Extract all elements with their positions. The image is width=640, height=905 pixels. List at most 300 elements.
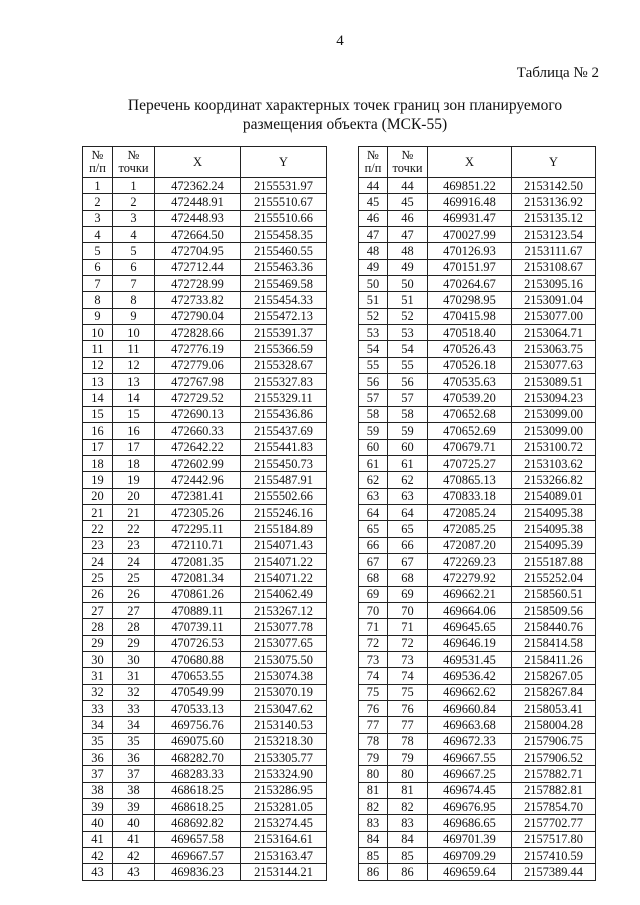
point-number-cell: 27 (113, 602, 155, 618)
x-coordinate-cell: 469709.29 (428, 848, 512, 864)
x-coordinate-cell: 469662.21 (428, 586, 512, 602)
x-coordinate-cell: 472081.35 (155, 553, 241, 569)
table-row (359, 701, 596, 717)
y-coordinate-cell: 2153164.61 (241, 831, 327, 847)
y-coordinate-cell: 2158509.56 (512, 602, 596, 618)
point-number-cell: 1 (113, 178, 155, 194)
row-number-cell: 47 (359, 227, 388, 243)
table-row (359, 602, 596, 618)
table-row (83, 390, 327, 406)
y-coordinate-cell: 2155252.04 (512, 570, 596, 586)
x-coordinate-cell: 470679.71 (428, 439, 512, 455)
point-number-cell: 12 (113, 357, 155, 373)
row-number-cell: 36 (83, 750, 113, 766)
row-number-cell: 6 (83, 259, 113, 275)
header-num-line1: № (367, 148, 379, 162)
table-row (359, 766, 596, 782)
point-number-cell: 18 (113, 455, 155, 471)
x-coordinate-cell: 472442.96 (155, 472, 241, 488)
point-number-cell: 78 (388, 733, 428, 749)
point-number-cell: 71 (388, 619, 428, 635)
point-number-cell: 17 (113, 439, 155, 455)
table-row (83, 733, 327, 749)
row-number-cell: 30 (83, 651, 113, 667)
table-row (83, 504, 327, 520)
point-number-cell: 28 (113, 619, 155, 635)
row-number-cell: 52 (359, 308, 388, 324)
y-coordinate-cell: 2155187.88 (512, 553, 596, 569)
row-number-cell: 9 (83, 308, 113, 324)
y-coordinate-cell: 2153077.00 (512, 308, 596, 324)
row-number-cell: 65 (359, 521, 388, 537)
table-row (83, 178, 327, 194)
x-coordinate-cell: 472664.50 (155, 227, 241, 243)
row-number-cell: 54 (359, 341, 388, 357)
row-number-cell: 79 (359, 750, 388, 766)
row-number-cell: 4 (83, 227, 113, 243)
table-row (359, 488, 596, 504)
row-number-cell: 74 (359, 668, 388, 684)
table-row (83, 243, 327, 259)
table-row (83, 406, 327, 422)
x-coordinate-cell: 472728.99 (155, 276, 241, 292)
y-coordinate-cell: 2153163.47 (241, 848, 327, 864)
point-number-cell: 70 (388, 602, 428, 618)
point-number-cell: 37 (113, 766, 155, 782)
y-coordinate-cell: 2155450.73 (241, 455, 327, 471)
row-number-cell: 68 (359, 570, 388, 586)
table-row (359, 733, 596, 749)
table-row (359, 651, 596, 667)
x-coordinate-cell: 469836.23 (155, 864, 241, 880)
x-coordinate-cell: 472712.44 (155, 259, 241, 275)
row-number-cell: 45 (359, 194, 388, 210)
header-x: X (428, 147, 512, 178)
x-coordinate-cell: 472776.19 (155, 341, 241, 357)
point-number-cell: 22 (113, 521, 155, 537)
table-row (83, 341, 327, 357)
y-coordinate-cell: 2153074.38 (241, 668, 327, 684)
x-coordinate-cell: 472790.04 (155, 308, 241, 324)
y-coordinate-cell: 2155510.66 (241, 210, 327, 226)
row-number-cell: 27 (83, 602, 113, 618)
x-coordinate-cell: 468692.82 (155, 815, 241, 831)
point-number-cell: 73 (388, 651, 428, 667)
x-coordinate-cell: 472690.13 (155, 406, 241, 422)
row-number-cell: 58 (359, 406, 388, 422)
point-number-cell: 40 (113, 815, 155, 831)
table-row (359, 619, 596, 635)
x-coordinate-cell: 470533.13 (155, 701, 241, 717)
header-point-line1: № (127, 148, 140, 162)
x-coordinate-cell: 468618.25 (155, 799, 241, 815)
y-coordinate-cell: 2157702.77 (512, 815, 596, 831)
y-coordinate-cell: 2157882.71 (512, 766, 596, 782)
point-number-cell: 65 (388, 521, 428, 537)
y-coordinate-cell: 2153135.12 (512, 210, 596, 226)
row-number-cell: 38 (83, 782, 113, 798)
table-row (83, 325, 327, 341)
x-coordinate-cell: 470535.63 (428, 374, 512, 390)
row-number-cell: 49 (359, 259, 388, 275)
point-number-cell: 41 (113, 831, 155, 847)
y-coordinate-cell: 2155460.55 (241, 243, 327, 259)
table-row (83, 717, 327, 733)
x-coordinate-cell: 472279.92 (428, 570, 512, 586)
x-coordinate-cell: 469667.55 (428, 750, 512, 766)
row-number-cell: 8 (83, 292, 113, 308)
x-coordinate-cell: 470298.95 (428, 292, 512, 308)
point-number-cell: 25 (113, 570, 155, 586)
table-row (359, 521, 596, 537)
table-row (83, 194, 327, 210)
x-coordinate-cell: 470526.18 (428, 357, 512, 373)
header-num-line2: п/п (364, 161, 382, 175)
point-number-cell: 86 (388, 864, 428, 880)
row-number-cell: 40 (83, 815, 113, 831)
point-number-cell: 54 (388, 341, 428, 357)
table-row (359, 684, 596, 700)
row-number-cell: 51 (359, 292, 388, 308)
table-row (83, 292, 327, 308)
point-number-cell: 11 (113, 341, 155, 357)
y-coordinate-cell: 2153142.50 (512, 178, 596, 194)
row-number-cell: 39 (83, 799, 113, 815)
point-number-cell: 75 (388, 684, 428, 700)
point-number-cell: 35 (113, 733, 155, 749)
x-coordinate-cell: 469075.60 (155, 733, 241, 749)
point-number-cell: 80 (388, 766, 428, 782)
row-number-cell: 32 (83, 684, 113, 700)
table-row (359, 374, 596, 390)
point-number-cell: 24 (113, 553, 155, 569)
point-number-cell: 48 (388, 243, 428, 259)
point-number-cell: 49 (388, 259, 428, 275)
point-number-cell: 82 (388, 799, 428, 815)
row-number-cell: 12 (83, 357, 113, 373)
point-number-cell: 3 (113, 210, 155, 226)
x-coordinate-cell: 470865.13 (428, 472, 512, 488)
point-number-cell: 66 (388, 537, 428, 553)
row-number-cell: 75 (359, 684, 388, 700)
x-coordinate-cell: 470725.27 (428, 455, 512, 471)
x-coordinate-cell: 472381.41 (155, 488, 241, 504)
point-number-cell: 62 (388, 472, 428, 488)
y-coordinate-cell: 2155184.89 (241, 521, 327, 537)
row-number-cell: 80 (359, 766, 388, 782)
point-number-cell: 2 (113, 194, 155, 210)
point-number-cell: 29 (113, 635, 155, 651)
table-row (359, 553, 596, 569)
table-row (83, 668, 327, 684)
row-number-cell: 67 (359, 553, 388, 569)
table-row (359, 472, 596, 488)
y-coordinate-cell: 2153286.95 (241, 782, 327, 798)
row-number-cell: 5 (83, 243, 113, 259)
y-coordinate-cell: 2158267.84 (512, 684, 596, 700)
header-num-line1: № (91, 148, 104, 162)
row-number-cell: 63 (359, 488, 388, 504)
table-header-row (83, 147, 327, 178)
y-coordinate-cell: 2153136.92 (512, 194, 596, 210)
row-number-cell: 62 (359, 472, 388, 488)
y-coordinate-cell: 2153266.82 (512, 472, 596, 488)
y-coordinate-cell: 2153091.04 (512, 292, 596, 308)
x-coordinate-cell: 470415.98 (428, 308, 512, 324)
x-coordinate-cell: 469672.33 (428, 733, 512, 749)
y-coordinate-cell: 2153063.75 (512, 341, 596, 357)
x-coordinate-cell: 472081.34 (155, 570, 241, 586)
table-row (359, 276, 596, 292)
row-number-cell: 57 (359, 390, 388, 406)
table-row (83, 537, 327, 553)
coordinates-table-left (82, 146, 327, 881)
x-coordinate-cell: 472305.26 (155, 504, 241, 520)
point-number-cell: 13 (113, 374, 155, 390)
y-coordinate-cell: 2153267.12 (241, 602, 327, 618)
table-row (359, 570, 596, 586)
row-number-cell: 66 (359, 537, 388, 553)
table-label: Таблица № 2 (516, 65, 599, 81)
table-row (359, 504, 596, 520)
point-number-cell: 45 (388, 194, 428, 210)
x-coordinate-cell: 472660.33 (155, 423, 241, 439)
y-coordinate-cell: 2153089.51 (512, 374, 596, 390)
y-coordinate-cell: 2155436.86 (241, 406, 327, 422)
table-row (83, 619, 327, 635)
row-number-cell: 73 (359, 651, 388, 667)
row-number-cell: 31 (83, 668, 113, 684)
x-coordinate-cell: 470539.20 (428, 390, 512, 406)
row-number-cell: 13 (83, 374, 113, 390)
x-coordinate-cell: 472085.25 (428, 521, 512, 537)
x-coordinate-cell: 470652.68 (428, 406, 512, 422)
table-header-row (359, 147, 596, 178)
x-coordinate-cell: 469645.65 (428, 619, 512, 635)
header-point-line2: точки (392, 161, 423, 175)
point-number-cell: 15 (113, 406, 155, 422)
table-row (83, 782, 327, 798)
x-coordinate-cell: 469663.68 (428, 717, 512, 733)
y-coordinate-cell: 2153324.90 (241, 766, 327, 782)
y-coordinate-cell: 2153281.05 (241, 799, 327, 815)
y-coordinate-cell: 2153100.72 (512, 439, 596, 455)
y-coordinate-cell: 2153075.50 (241, 651, 327, 667)
y-coordinate-cell: 2158560.51 (512, 586, 596, 602)
row-number-cell: 41 (83, 831, 113, 847)
table-row (359, 292, 596, 308)
table-row (83, 864, 327, 880)
y-coordinate-cell: 2153095.16 (512, 276, 596, 292)
table-row (359, 357, 596, 373)
y-coordinate-cell: 2155531.97 (241, 178, 327, 194)
x-coordinate-cell: 469756.76 (155, 717, 241, 733)
y-coordinate-cell: 2153108.67 (512, 259, 596, 275)
point-number-cell: 6 (113, 259, 155, 275)
y-coordinate-cell: 2154089.01 (512, 488, 596, 504)
x-coordinate-cell: 468282.70 (155, 750, 241, 766)
row-number-cell: 86 (359, 864, 388, 880)
point-number-cell: 47 (388, 227, 428, 243)
row-number-cell: 1 (83, 178, 113, 194)
table-row (359, 406, 596, 422)
point-number-cell: 83 (388, 815, 428, 831)
header-y: Y (241, 147, 327, 178)
point-number-cell: 77 (388, 717, 428, 733)
table-row (359, 439, 596, 455)
row-number-cell: 29 (83, 635, 113, 651)
point-number-cell: 34 (113, 717, 155, 733)
point-number-cell: 19 (113, 472, 155, 488)
y-coordinate-cell: 2154071.43 (241, 537, 327, 553)
y-coordinate-cell: 2158004.28 (512, 717, 596, 733)
point-number-cell: 64 (388, 504, 428, 520)
point-number-cell: 57 (388, 390, 428, 406)
y-coordinate-cell: 2158411.26 (512, 651, 596, 667)
point-number-cell: 69 (388, 586, 428, 602)
point-number-cell: 85 (388, 848, 428, 864)
x-coordinate-cell: 469676.95 (428, 799, 512, 815)
y-coordinate-cell: 2153099.00 (512, 423, 596, 439)
row-number-cell: 43 (83, 864, 113, 880)
point-number-cell: 72 (388, 635, 428, 651)
point-number-cell: 56 (388, 374, 428, 390)
header-y: Y (512, 147, 596, 178)
row-number-cell: 78 (359, 733, 388, 749)
page-number: 4 (336, 33, 344, 49)
y-coordinate-cell: 2155472.13 (241, 308, 327, 324)
point-number-cell: 7 (113, 276, 155, 292)
row-number-cell: 59 (359, 423, 388, 439)
y-coordinate-cell: 2153111.67 (512, 243, 596, 259)
table-row (83, 799, 327, 815)
x-coordinate-cell: 470726.53 (155, 635, 241, 651)
x-coordinate-cell: 469662.62 (428, 684, 512, 700)
table-row (83, 553, 327, 569)
row-number-cell: 72 (359, 635, 388, 651)
point-number-cell: 44 (388, 178, 428, 194)
point-number-cell: 84 (388, 831, 428, 847)
header-row-number (359, 147, 388, 178)
table-row (83, 635, 327, 651)
row-number-cell: 50 (359, 276, 388, 292)
point-number-cell: 39 (113, 799, 155, 815)
x-coordinate-cell: 469536.42 (428, 668, 512, 684)
table-row (83, 259, 327, 275)
y-coordinate-cell: 2153064.71 (512, 325, 596, 341)
x-coordinate-cell: 472362.24 (155, 178, 241, 194)
point-number-cell: 74 (388, 668, 428, 684)
point-number-cell: 23 (113, 537, 155, 553)
y-coordinate-cell: 2155487.91 (241, 472, 327, 488)
table-row (83, 488, 327, 504)
row-number-cell: 19 (83, 472, 113, 488)
x-coordinate-cell: 469916.48 (428, 194, 512, 210)
table-row (83, 602, 327, 618)
header-point-line1: № (401, 148, 414, 162)
x-coordinate-cell: 470739.11 (155, 619, 241, 635)
table-row (83, 521, 327, 537)
y-coordinate-cell: 2158053.41 (512, 701, 596, 717)
point-number-cell: 68 (388, 570, 428, 586)
row-number-cell: 83 (359, 815, 388, 831)
y-coordinate-cell: 2155329.11 (241, 390, 327, 406)
y-coordinate-cell: 2155469.58 (241, 276, 327, 292)
row-number-cell: 14 (83, 390, 113, 406)
point-number-cell: 32 (113, 684, 155, 700)
table-row (83, 651, 327, 667)
table-row (359, 341, 596, 357)
header-num-line2: п/п (89, 161, 106, 175)
row-number-cell: 16 (83, 423, 113, 439)
row-number-cell: 15 (83, 406, 113, 422)
row-number-cell: 60 (359, 439, 388, 455)
table-row (359, 259, 596, 275)
table-row (359, 799, 596, 815)
y-coordinate-cell: 2153047.62 (241, 701, 327, 717)
table-row (83, 357, 327, 373)
x-coordinate-cell: 469660.84 (428, 701, 512, 717)
row-number-cell: 53 (359, 325, 388, 341)
point-number-cell: 38 (113, 782, 155, 798)
row-number-cell: 56 (359, 374, 388, 390)
row-number-cell: 28 (83, 619, 113, 635)
row-number-cell: 70 (359, 602, 388, 618)
x-coordinate-cell: 469686.65 (428, 815, 512, 831)
table-row (83, 684, 327, 700)
point-number-cell: 36 (113, 750, 155, 766)
y-coordinate-cell: 2153305.77 (241, 750, 327, 766)
y-coordinate-cell: 2155454.33 (241, 292, 327, 308)
point-number-cell: 63 (388, 488, 428, 504)
x-coordinate-cell: 472828.66 (155, 325, 241, 341)
table-row (83, 439, 327, 455)
row-number-cell: 21 (83, 504, 113, 520)
row-number-cell: 10 (83, 325, 113, 341)
table-row (359, 782, 596, 798)
x-coordinate-cell: 470151.97 (428, 259, 512, 275)
x-coordinate-cell: 472602.99 (155, 455, 241, 471)
x-coordinate-cell: 472110.71 (155, 537, 241, 553)
table-row (359, 668, 596, 684)
x-coordinate-cell: 472779.06 (155, 357, 241, 373)
table-row (83, 750, 327, 766)
x-coordinate-cell: 472733.82 (155, 292, 241, 308)
y-coordinate-cell: 2153077.63 (512, 357, 596, 373)
row-number-cell: 48 (359, 243, 388, 259)
table-row (359, 210, 596, 226)
table-row (83, 374, 327, 390)
point-number-cell: 55 (388, 357, 428, 373)
y-coordinate-cell: 2153077.65 (241, 635, 327, 651)
table-row (359, 831, 596, 847)
y-coordinate-cell: 2155441.83 (241, 439, 327, 455)
x-coordinate-cell: 469667.25 (428, 766, 512, 782)
y-coordinate-cell: 2154095.38 (512, 521, 596, 537)
y-coordinate-cell: 2153077.78 (241, 619, 327, 635)
table-row (359, 194, 596, 210)
table-row (359, 864, 596, 880)
y-coordinate-cell: 2154062.49 (241, 586, 327, 602)
x-coordinate-cell: 472087.20 (428, 537, 512, 553)
y-coordinate-cell: 2154071.22 (241, 570, 327, 586)
x-coordinate-cell: 469664.06 (428, 602, 512, 618)
point-number-cell: 58 (388, 406, 428, 422)
row-number-cell: 85 (359, 848, 388, 864)
table-row (83, 815, 327, 831)
point-number-cell: 60 (388, 439, 428, 455)
table-row (359, 227, 596, 243)
